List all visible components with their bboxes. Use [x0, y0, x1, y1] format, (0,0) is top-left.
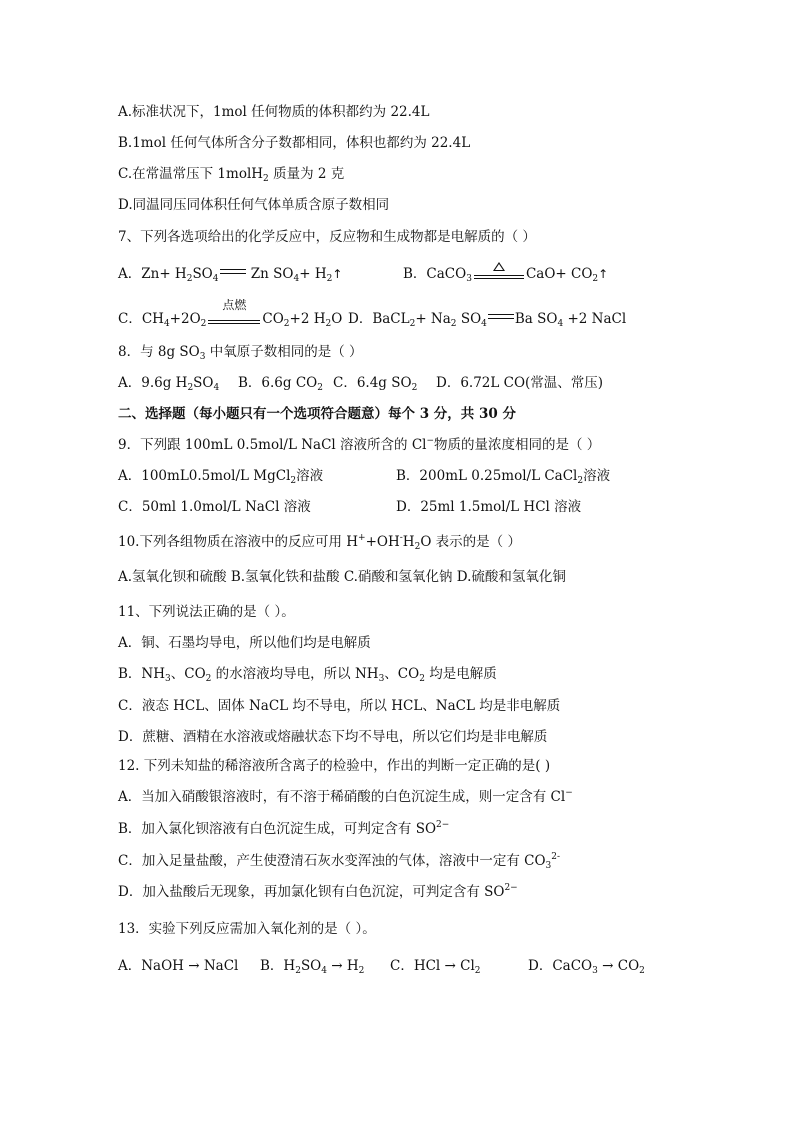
q13-stem: 13．实验下列反应需加入氧化剂的是（ ）。 [118, 921, 376, 937]
q11-stem: 11、下列说法正确的是（ ）。 [118, 604, 295, 620]
q13-option-c: C．HCl → $Cl_2$ [390, 958, 481, 976]
q12-option-a: A．当加入硝酸银溶液时，有不溶于稀硝酸的白色沉淀生成，则一定含有 Cl− [118, 788, 573, 805]
q13-option-d: D．CaCO$_3$ → $CO_2$ [528, 958, 645, 976]
gas-up-arrow-icon: ↑ [598, 267, 609, 281]
q7-option-b: B．CaCO$_3$ $CaO+ CO_2↑$ [403, 265, 608, 283]
q10-stem: 10.下列各组物质在溶液中的反应可用 $H^++OH^-H_2O$ 表示的是（ ） [118, 533, 521, 552]
q9-option-a: A．100mL0.5mol/L MgCl$_2$溶液 [118, 468, 324, 486]
q8-option-d: D．6.72L CO(常温、常压) [436, 375, 604, 391]
q13-options [118, 957, 678, 977]
equals-arrow-icon [488, 314, 514, 320]
equals-arrow-icon [220, 269, 246, 275]
q6-option-b: B.1mol 任何气体所含分子数都相同，体积也都约为 22.4L [118, 135, 471, 151]
q8-option-b: B．6.6g $CO_2$ [238, 375, 323, 393]
q6-option-a: A.标准状况下，1mol 任何物质的体积都约为 22.4L [118, 104, 430, 120]
q9-stem: 9．下列跟 100mL 0.5mol/L NaCl 溶液所含的 Cl−物质的量浓度相同的是（ ） [118, 436, 601, 453]
q11-option-b: B．$NH_3$、$CO_2$ 的水溶液均导电，所以 $NH_3$、$CO_2$ 均是电解质 [118, 666, 497, 684]
q8-options [118, 374, 678, 394]
q13-option-a: A．NaOH → NaCl [118, 958, 239, 974]
q7-options-row1 [118, 265, 678, 285]
q9-option-d: D．25ml 1.5mol/L HCl 溶液 [396, 499, 582, 515]
q9-option-c: C．50ml 1.0mol/L NaCl 溶液 [118, 499, 311, 515]
q10-options: A.氢氧化钡和硫酸 B.氢氧化铁和盐酸 C.硝酸和氢氧化钠 D.硫酸和氢氧化铜 [118, 569, 566, 585]
q8-option-a: A．9.6g $H_2SO_4$ [118, 375, 220, 393]
q12-option-b: B．加入氯化钡溶液有白色沉淀生成，可判定含有 $SO^{2-}$ [118, 820, 450, 837]
q8-option-c: C．6.4g $SO_2$ [333, 375, 418, 393]
q11-option-c: C．液态 HCL、固体 NaCL 均不导电，所以 HCL、NaCL 均是非电解质 [118, 698, 561, 714]
q12-option-d: D．加入盐酸后无现象，再加氯化钡有白色沉淀，可判定含有 $SO^{2-}$ [118, 883, 518, 900]
section-heading: 二、选择题（每小题只有一个选项符合题意）每个 3 分，共 30 分 [118, 406, 516, 422]
q11-option-a: A．铜、石墨均导电，所以他们均是电解质 [118, 635, 371, 651]
q9-options-row2 [118, 498, 678, 518]
q11-option-d: D．蔗糖、酒精在水溶液或熔融状态下均不导电，所以它们均是非电解质 [118, 729, 548, 745]
q7-option-a: A．$Zn+ H_2SO_4$ Zn $SO_4+$ $H_2↑$ [118, 266, 343, 284]
ignite-condition: 点燃 [208, 310, 260, 328]
q7-stem: 7、下列各选项给出的化学反应中，反应物和生成物都是电解质的（ ） [118, 229, 536, 245]
q9-options-row1 [118, 467, 678, 487]
q13-option-b: B．$H_2SO_4 \to H_2$ [260, 958, 365, 976]
q7-option-c: C．$CH_4+2O_2$ 点燃 $CO_2+2$ $H_2O$ [118, 298, 343, 329]
heating-condition-icon [474, 265, 524, 283]
q7-option-d: D．BaCL$_2$+ $Na_2$ $SO_4$ Ba $SO_4 +2$ NaCl [348, 311, 627, 329]
q9-option-b: B．200mL 0.25mol/L CaCl$_2$溶液 [396, 468, 611, 486]
q7-options-row2 [118, 298, 678, 330]
gas-up-arrow-icon: ↑ [332, 267, 343, 281]
q12-stem: 12. 下列未知盐的稀溶液所含离子的检验中，作出的判断一定正确的是( ) [118, 758, 551, 774]
q6-option-c: C.在常温常压下 1molH$_2$ 质量为 2 克 [118, 166, 345, 184]
q12-option-c: C．加入足量盐酸，产生使澄清石灰水变浑浊的气体，溶液中一定有 $CO_3^{2-}$ [118, 852, 561, 871]
q8-stem: 8．与 8g $SO_3$ 中氧原子数相同的是（ ） [118, 344, 363, 362]
q6-option-d: D.同温同压同体积任何气体单质含原子数相同 [118, 197, 390, 213]
